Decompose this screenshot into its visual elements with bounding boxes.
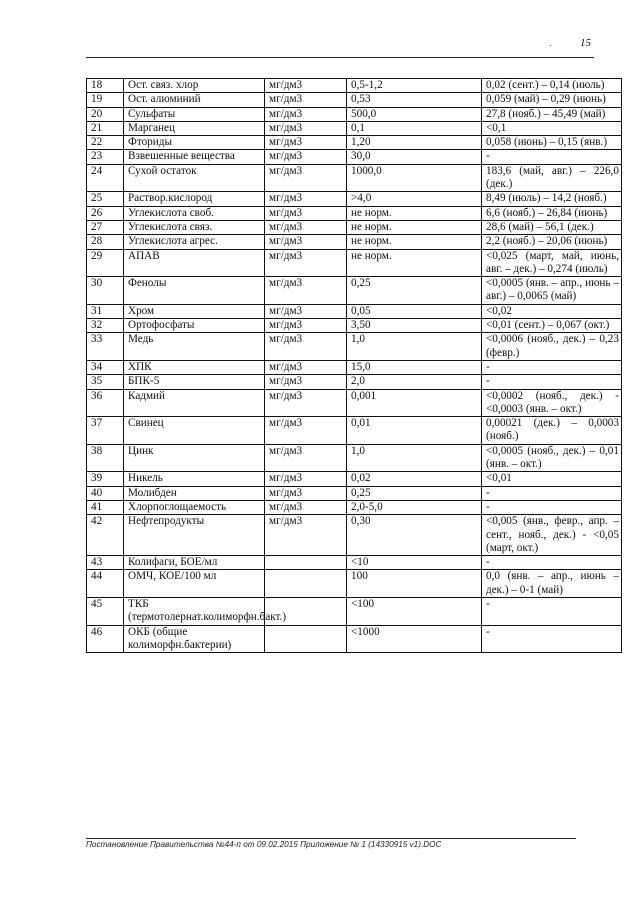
table-row xyxy=(87,389,622,417)
norm-value-cell: 2,0-5,0 xyxy=(347,500,482,514)
indicator-name-cell: Хлорпоглощаемость xyxy=(124,500,265,514)
footer-text: Постановление Правительства №44-п от 09.02.2015 Приложение № 1 (14330915 v1).DOC xyxy=(86,840,442,849)
norm-value-cell: <100 xyxy=(347,597,482,625)
measured-value-cell: - xyxy=(482,500,622,514)
indicator-name-cell: ОМЧ, КОЕ/100 мл xyxy=(124,570,265,598)
measured-value-cell: - xyxy=(482,597,622,625)
table-row xyxy=(87,500,622,514)
table-row xyxy=(87,444,622,472)
table-row xyxy=(87,277,622,305)
table-row xyxy=(87,625,622,653)
row-number-cell: 32 xyxy=(87,319,124,333)
indicator-name-cell: ОКБ (общие колиморфн.бактерии) xyxy=(124,625,265,653)
measured-value-cell: <0,0005 (янв. – апр., июнь – авг.) – 0,0065 (май) xyxy=(482,277,622,305)
norm-value-cell: 0,53 xyxy=(347,93,482,107)
table-row xyxy=(87,319,622,333)
table-row xyxy=(87,220,622,234)
norm-value-cell: <1000 xyxy=(347,625,482,653)
norm-value-cell: 0,05 xyxy=(347,304,482,318)
norm-value-cell: 30,0 xyxy=(347,150,482,164)
table-row xyxy=(87,192,622,206)
measured-value-cell: <0,02 xyxy=(482,304,622,318)
indicator-name-cell: Молибден xyxy=(124,486,265,500)
water-quality-table xyxy=(86,78,622,653)
page-number: 15 xyxy=(580,37,591,49)
row-number-cell: 40 xyxy=(87,486,124,500)
row-number-cell: 39 xyxy=(87,472,124,486)
measured-value-cell: 183,6 (май, авг.) – 226,0 (дек.) xyxy=(482,164,622,192)
measured-value-cell: <0,0002 (нояб., дек.) - <0,0003 (янв. – окт.) xyxy=(482,389,622,417)
unit-cell: мг/дм3 xyxy=(265,444,347,472)
page-mark: . xyxy=(549,38,552,49)
table-row xyxy=(87,486,622,500)
norm-value-cell: 0,30 xyxy=(347,515,482,556)
table-row xyxy=(87,333,622,361)
row-number-cell: 22 xyxy=(87,136,124,150)
measured-value-cell: 0,059 (май) – 0,29 (июнь) xyxy=(482,93,622,107)
measured-value-cell: 0,00021 (дек.) – 0,0003 (нояб.) xyxy=(482,417,622,445)
indicator-name-cell: ТКБ (термотолернат.колиморфн.бакт.) xyxy=(124,597,265,625)
unit-cell: мг/дм3 xyxy=(265,220,347,234)
measured-value-cell: <0,01 (сент.) – 0,067 (окт.) xyxy=(482,319,622,333)
measured-value-cell: <0,005 (янв., февр., апр. – сент., нояб., дек.) - <0,05 (март, окт.) xyxy=(482,515,622,556)
unit-cell: мг/дм3 xyxy=(265,121,347,135)
indicator-name-cell: Цинк xyxy=(124,444,265,472)
indicator-name-cell: БПК-5 xyxy=(124,375,265,389)
table-row xyxy=(87,79,622,93)
table-row xyxy=(87,360,622,374)
row-number-cell: 19 xyxy=(87,93,124,107)
indicator-name-cell: Марганец xyxy=(124,121,265,135)
indicator-name-cell: ХПК xyxy=(124,360,265,374)
unit-cell xyxy=(265,556,347,570)
row-number-cell: 25 xyxy=(87,192,124,206)
unit-cell: мг/дм3 xyxy=(265,472,347,486)
indicator-name-cell: Углекислота связ. xyxy=(124,220,265,234)
table-row xyxy=(87,121,622,135)
table-row xyxy=(87,570,622,598)
row-number-cell: 23 xyxy=(87,150,124,164)
unit-cell: мг/дм3 xyxy=(265,249,347,277)
unit-cell: мг/дм3 xyxy=(265,389,347,417)
row-number-cell: 21 xyxy=(87,121,124,135)
norm-value-cell: >4,0 xyxy=(347,192,482,206)
unit-cell xyxy=(265,570,347,598)
norm-value-cell: 0,001 xyxy=(347,389,482,417)
row-number-cell: 33 xyxy=(87,333,124,361)
norm-value-cell: 0,1 xyxy=(347,121,482,135)
measured-value-cell: 0,0 (янв. – апр., июнь – дек.) – 0-1 (май) xyxy=(482,570,622,598)
measured-value-cell: 27,8 (нояб.) – 45,49 (май) xyxy=(482,107,622,121)
row-number-cell: 37 xyxy=(87,417,124,445)
unit-cell: мг/дм3 xyxy=(265,304,347,318)
indicator-name-cell: АПАВ xyxy=(124,249,265,277)
indicator-name-cell: Углекислота агрес. xyxy=(124,235,265,249)
norm-value-cell: 100 xyxy=(347,570,482,598)
indicator-name-cell: Фенолы xyxy=(124,277,265,305)
unit-cell: мг/дм3 xyxy=(265,206,347,220)
indicator-name-cell: Ост. связ. хлор xyxy=(124,79,265,93)
indicator-name-cell: Медь xyxy=(124,333,265,361)
unit-cell: мг/дм3 xyxy=(265,417,347,445)
norm-value-cell: 1,0 xyxy=(347,444,482,472)
table-row xyxy=(87,304,622,318)
unit-cell: мг/дм3 xyxy=(265,164,347,192)
table-row xyxy=(87,150,622,164)
measured-value-cell: <0,0006 (нояб., дек.) – 0,23 (февр.) xyxy=(482,333,622,361)
table-row xyxy=(87,515,622,556)
measured-value-cell: <0,0005 (нояб., дек.) – 0,01 (янв. – окт.) xyxy=(482,444,622,472)
table-row xyxy=(87,249,622,277)
norm-value-cell: не норм. xyxy=(347,220,482,234)
measured-value-cell: 0,02 (сент.) – 0,14 (июль) xyxy=(482,79,622,93)
table-body xyxy=(87,79,622,653)
row-number-cell: 41 xyxy=(87,500,124,514)
measured-value-cell: <0,1 xyxy=(482,121,622,135)
unit-cell: мг/дм3 xyxy=(265,515,347,556)
unit-cell: мг/дм3 xyxy=(265,192,347,206)
indicator-name-cell: Взвешенные вещества xyxy=(124,150,265,164)
norm-value-cell: не норм. xyxy=(347,206,482,220)
table-row xyxy=(87,417,622,445)
header-rule xyxy=(86,57,594,58)
indicator-name-cell: Фториды xyxy=(124,136,265,150)
indicator-name-cell: Ост. алюминий xyxy=(124,93,265,107)
row-number-cell: 30 xyxy=(87,277,124,305)
table-row xyxy=(87,472,622,486)
unit-cell: мг/дм3 xyxy=(265,277,347,305)
norm-value-cell: 1,20 xyxy=(347,136,482,150)
norm-value-cell: 0,25 xyxy=(347,277,482,305)
unit-cell: мг/дм3 xyxy=(265,235,347,249)
unit-cell: мг/дм3 xyxy=(265,500,347,514)
norm-value-cell: 0,01 xyxy=(347,417,482,445)
measured-value-cell: - xyxy=(482,556,622,570)
indicator-name-cell: Свинец xyxy=(124,417,265,445)
measured-value-cell: - xyxy=(482,360,622,374)
indicator-name-cell: Колифаги, БОЕ/мл xyxy=(124,556,265,570)
unit-cell xyxy=(265,625,347,653)
row-number-cell: 36 xyxy=(87,389,124,417)
unit-cell: мг/дм3 xyxy=(265,375,347,389)
row-number-cell: 29 xyxy=(87,249,124,277)
row-number-cell: 44 xyxy=(87,570,124,598)
norm-value-cell: не норм. xyxy=(347,235,482,249)
unit-cell: мг/дм3 xyxy=(265,136,347,150)
table-row xyxy=(87,206,622,220)
row-number-cell: 35 xyxy=(87,375,124,389)
indicator-name-cell: Ортофосфаты xyxy=(124,319,265,333)
row-number-cell: 45 xyxy=(87,597,124,625)
unit-cell: мг/дм3 xyxy=(265,107,347,121)
norm-value-cell: 0,02 xyxy=(347,472,482,486)
unit-cell: мг/дм3 xyxy=(265,486,347,500)
norm-value-cell: 0,25 xyxy=(347,486,482,500)
norm-value-cell: 500,0 xyxy=(347,107,482,121)
unit-cell: мг/дм3 xyxy=(265,360,347,374)
norm-value-cell: 1,0 xyxy=(347,333,482,361)
table-row xyxy=(87,136,622,150)
row-number-cell: 46 xyxy=(87,625,124,653)
indicator-name-cell: Нефтепродукты xyxy=(124,515,265,556)
unit-cell: мг/дм3 xyxy=(265,93,347,107)
norm-value-cell: 0,5-1,2 xyxy=(347,79,482,93)
row-number-cell: 38 xyxy=(87,444,124,472)
row-number-cell: 24 xyxy=(87,164,124,192)
measured-value-cell: - xyxy=(482,375,622,389)
norm-value-cell: 15,0 xyxy=(347,360,482,374)
norm-value-cell: 2,0 xyxy=(347,375,482,389)
row-number-cell: 43 xyxy=(87,556,124,570)
norm-value-cell: 3,50 xyxy=(347,319,482,333)
row-number-cell: 20 xyxy=(87,107,124,121)
indicator-name-cell: Сухой остаток xyxy=(124,164,265,192)
table-row xyxy=(87,93,622,107)
row-number-cell: 18 xyxy=(87,79,124,93)
table-row xyxy=(87,556,622,570)
norm-value-cell: не норм. xyxy=(347,249,482,277)
norm-value-cell: <10 xyxy=(347,556,482,570)
indicator-name-cell: Углекислота своб. xyxy=(124,206,265,220)
indicator-name-cell: Никель xyxy=(124,472,265,486)
unit-cell: мг/дм3 xyxy=(265,79,347,93)
norm-value-cell: 1000,0 xyxy=(347,164,482,192)
table-row xyxy=(87,107,622,121)
indicator-name-cell: Хром xyxy=(124,304,265,318)
measured-value-cell: 6,6 (нояб.) – 26,84 (июнь) xyxy=(482,206,622,220)
unit-cell: мг/дм3 xyxy=(265,150,347,164)
measured-value-cell: 28,6 (май) – 56,1 (дек.) xyxy=(482,220,622,234)
measured-value-cell: - xyxy=(482,486,622,500)
footer-rule xyxy=(86,838,576,839)
table-row xyxy=(87,375,622,389)
measured-value-cell: 8,49 (июль) – 14,2 (нояб.) xyxy=(482,192,622,206)
measured-value-cell: 2,2 (нояб.) – 20,06 (июнь) xyxy=(482,235,622,249)
measured-value-cell: <0,025 (март, май, июнь, авг. – дек.) – 0,274 (июль) xyxy=(482,249,622,277)
indicator-name-cell: Раствор.кислород xyxy=(124,192,265,206)
row-number-cell: 34 xyxy=(87,360,124,374)
measured-value-cell: - xyxy=(482,625,622,653)
indicator-name-cell: Кадмий xyxy=(124,389,265,417)
unit-cell: мг/дм3 xyxy=(265,319,347,333)
measured-value-cell: - xyxy=(482,150,622,164)
unit-cell: мг/дм3 xyxy=(265,333,347,361)
table-row xyxy=(87,597,622,625)
measured-value-cell: <0,01 xyxy=(482,472,622,486)
table-row xyxy=(87,164,622,192)
indicator-name-cell: Сульфаты xyxy=(124,107,265,121)
row-number-cell: 42 xyxy=(87,515,124,556)
row-number-cell: 31 xyxy=(87,304,124,318)
measured-value-cell: 0,058 (июнь) – 0,15 (янв.) xyxy=(482,136,622,150)
row-number-cell: 27 xyxy=(87,220,124,234)
table-row xyxy=(87,235,622,249)
row-number-cell: 28 xyxy=(87,235,124,249)
row-number-cell: 26 xyxy=(87,206,124,220)
